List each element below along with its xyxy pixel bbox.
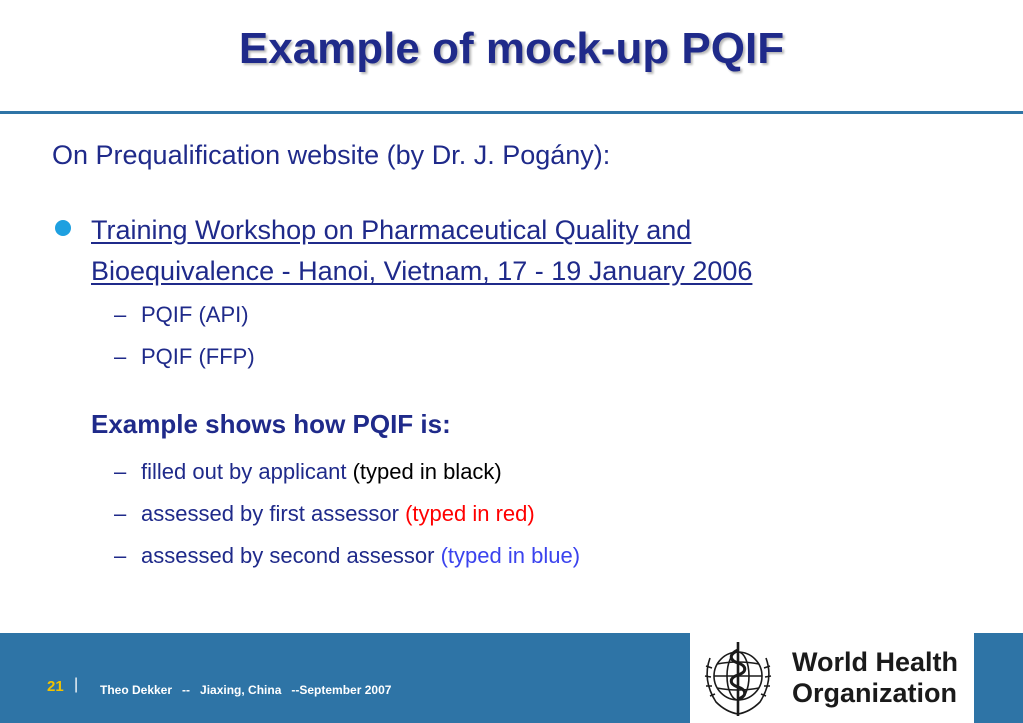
example-main-text: assessed by second assessor — [141, 543, 441, 568]
example-item-first-assessor — [114, 501, 535, 527]
who-logo — [690, 633, 974, 723]
page-number: 21 — [47, 678, 64, 695]
page-separator: | — [74, 676, 79, 693]
dash-icon: – — [114, 302, 127, 327]
example-main-text: assessed by first assessor — [141, 501, 406, 526]
dash-icon: – — [114, 459, 127, 484]
title-divider — [0, 111, 1023, 114]
slide-title: Example of mock-up PQIF — [238, 24, 785, 73]
example-main-text: filled out by applicant — [141, 459, 353, 484]
workshop-link-line2[interactable]: Bioequivalence - Hanoi, Vietnam, 17 - 19 January 2006 — [91, 256, 753, 286]
dash-icon: – — [114, 501, 127, 526]
sub-item-ffp — [114, 344, 255, 370]
sub-item-api — [114, 302, 249, 328]
who-emblem-icon — [696, 636, 780, 720]
bullet-dot-icon — [55, 220, 71, 236]
sub-item-label: PQIF (API) — [141, 302, 249, 327]
dash-icon: – — [114, 543, 127, 568]
example-note-red: (typed in red) — [405, 501, 535, 526]
intro-text: On Prequalification website (by Dr. J. Pogány): — [52, 140, 611, 170]
footer-text: Theo Dekker -- Jiaxing, China --September 2007 — [100, 683, 392, 697]
workshop-link[interactable] — [91, 210, 971, 292]
who-wordmark — [792, 647, 958, 709]
who-wordmark-line2: Organization — [792, 678, 958, 708]
example-item-applicant — [114, 459, 502, 485]
dash-icon: – — [114, 344, 127, 369]
sub-item-label: PQIF (FFP) — [141, 344, 255, 369]
example-item-second-assessor — [114, 543, 580, 569]
example-note-black: (typed in black) — [352, 459, 502, 484]
who-wordmark-line1: World Health — [792, 647, 959, 677]
example-note-blue: (typed in blue) — [440, 543, 581, 568]
example-heading: Example shows how PQIF is: — [91, 409, 451, 439]
workshop-link-line1[interactable]: Training Workshop on Pharmaceutical Quality and — [91, 215, 692, 245]
